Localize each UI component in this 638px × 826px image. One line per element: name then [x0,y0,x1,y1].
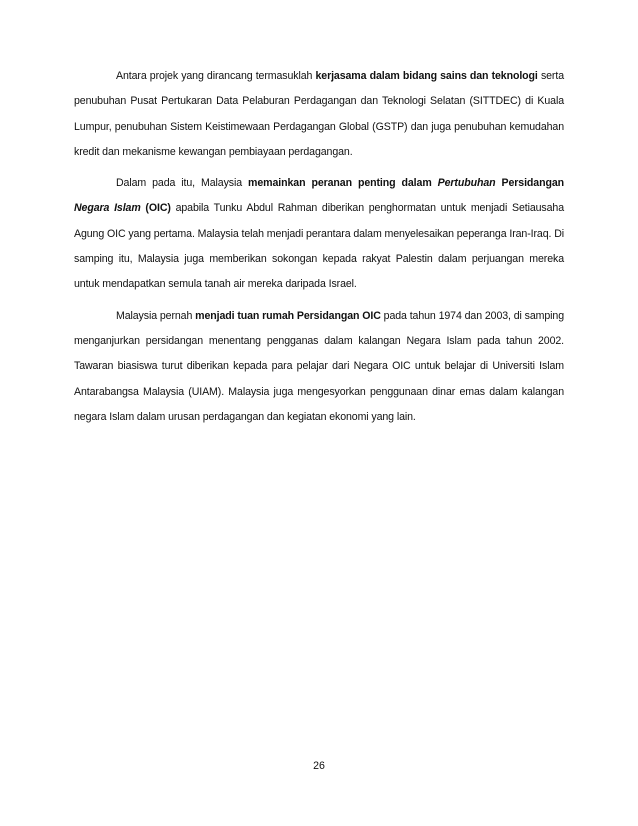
text-segment: Antara projek yang dirancang termasuklah [116,70,316,82]
text-segment: Malaysia pernah [116,309,196,322]
emphasis-important-role: memainkan peranan penting dalam [248,177,438,190]
emphasis-pertubuhan: Pertubuhan [437,177,496,190]
paragraph-malaysia-role [74,171,564,297]
text-segment: apabila Tunku Abdul Rahman diberikan penghormatan untuk menjadi Setiausaha Agung OIC yang pertama. Malaysia telah menjadi perantara dalam menyelesaikan peperanga Iran-Iraq. Di samping itu, Malaysia juga memberikan sokongan kepada rakyat Palestin dalam perjuangan mereka untuk mendapatkan semula tanah air mereka daripada Israel. [74,202,564,291]
emphasis-host-conference: menjadi tuan rumah Persidangan OIC [195,309,381,322]
document-body [74,64,564,436]
text-segment: pada tahun 1974 dan 2003, di samping menganjurkan persidangan menentang pengganas dalam kalangan Negara Islam pada tahun 2002. Tawaran biasiswa turut diberikan kepada para pelajar dari Negara OIC untuk belajar di Universiti Islam Antarabangsa Malaysia (UIAM). Malaysia juga mengesyorkan penggunaan dinar emas dalam kalangan negara Islam dalam urusan perdagangan dan kegiatan ekonomi yang lain. [74,309,564,423]
text-segment: serta penubuhan Pusat Pertukaran Data Pelaburan Perdagangan dan Teknologi Selatan (SITTDEC) di Kuala Lumpur, penubuhan Sistem Keistimewaan Perdagangan Global (GSTP) dan juga penubuhan kemudahan kredit dan mekanisme kewangan pembiayaan perdagangan. [74,70,564,158]
page-number: 26 [313,760,325,772]
emphasis-science-technology: kerjasama dalam bidang sains dan teknologi [315,70,538,82]
text-segment: Dalam pada itu, Malaysia [116,177,249,190]
emphasis-persidangan: Persidangan [495,177,564,190]
paragraph-host-oic [74,304,564,430]
emphasis-negara-islam: Negara Islam [74,202,141,215]
paragraph-oic-projects [74,64,564,165]
emphasis-oic: (OIC) [140,202,171,215]
